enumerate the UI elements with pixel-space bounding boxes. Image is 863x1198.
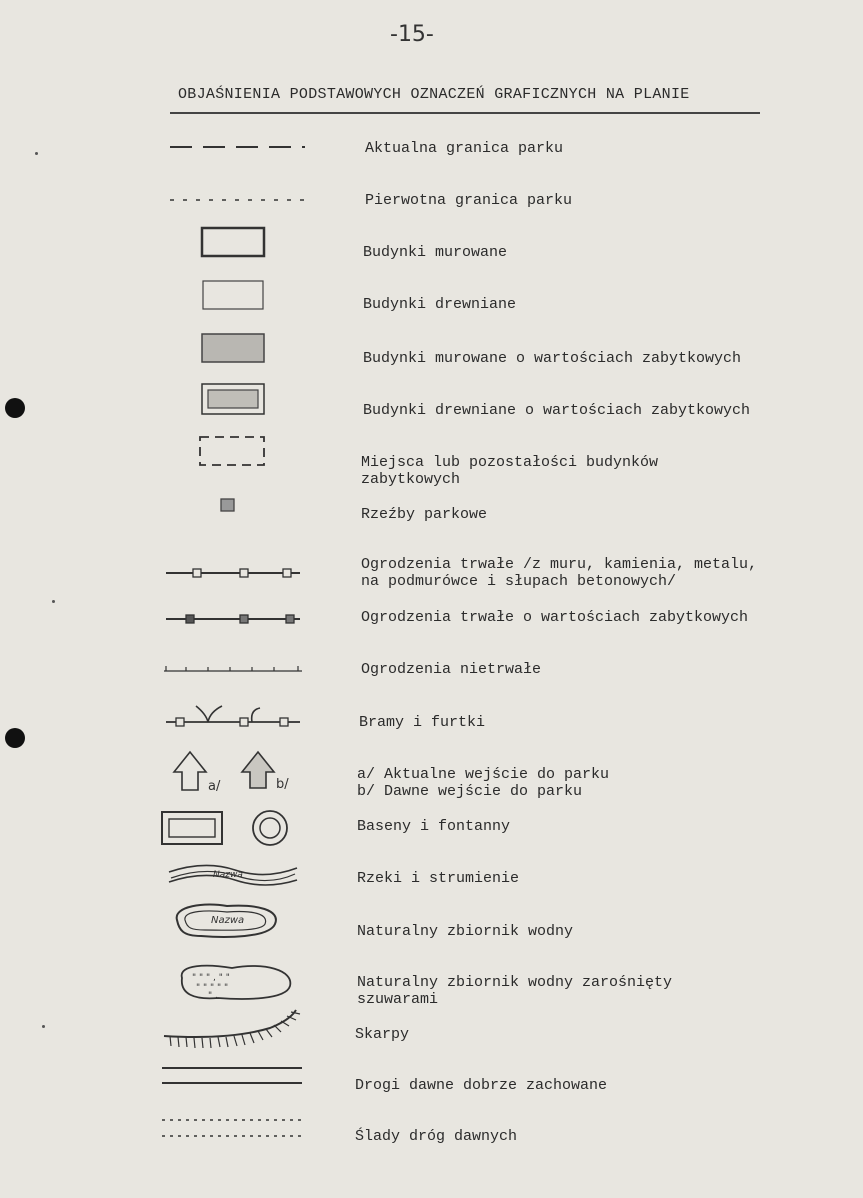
thick-rectangle-icon — [198, 224, 270, 260]
legend-label: Baseny i fontanny — [357, 818, 511, 835]
sculpture-square-icon — [218, 496, 240, 516]
entrance-mark-b: b/ — [276, 777, 289, 792]
legend-label: Ogrodzenia nietrwałe — [361, 661, 542, 678]
river-name-text: Nazwa — [213, 870, 243, 880]
entrance-arrows-icon — [168, 748, 308, 800]
legend-label: Pierwotna granica parku — [365, 192, 573, 209]
legend-label: Skarpy — [355, 1026, 410, 1043]
legend-label: Naturalny zbiornik wodny — [357, 923, 574, 940]
double-line-icon — [158, 1064, 306, 1088]
legend-label: Aktualna granica parku — [365, 140, 564, 157]
title-underline — [170, 112, 760, 114]
legend-label: Budynki drewniane o wartościach zabytkowych — [363, 402, 751, 419]
paper-speck — [42, 1025, 45, 1028]
fence-ticks-icon — [162, 660, 304, 676]
legend-label-continued: na podmurówce i słupach betonowych/ — [361, 573, 677, 590]
paper-speck — [52, 600, 55, 603]
river-icon — [165, 858, 300, 892]
legend-label: Rzeźby parkowe — [361, 506, 488, 523]
legend-label: Naturalny zbiornik wodny zarośnięty — [357, 974, 673, 991]
legend-label: Rzeki i strumienie — [357, 870, 520, 887]
legend-label: Budynki murowane o wartościach zabytkowych — [363, 350, 742, 367]
legend-label: Drogi dawne dobrze zachowane — [355, 1077, 608, 1094]
legend-label-continued: szuwarami — [357, 991, 439, 1008]
page-number: -15- — [390, 22, 434, 47]
entrance-mark-a: a/ — [208, 779, 221, 794]
svg-text:" " " " ": " " " " " — [196, 983, 229, 993]
thin-rectangle-icon — [199, 278, 269, 312]
punch-hole — [5, 728, 25, 748]
paper-speck — [35, 152, 38, 155]
dashed-line-icon — [165, 140, 310, 154]
legend-label-continued: b/ Dawne wejście do parku — [357, 783, 583, 800]
pond-icon — [165, 898, 285, 944]
legend-label: a/ Aktualne wejście do parku — [357, 766, 610, 783]
legend-label-continued: zabytkowych — [361, 471, 461, 488]
dashed-rectangle-icon — [195, 432, 271, 472]
shaded-rectangle-icon — [198, 330, 270, 366]
double-dotted-line-icon — [158, 1114, 306, 1142]
legend-label: Budynki drewniane — [363, 296, 517, 313]
legend-label: Ogrodzenia trwałe /z muru, kamienia, metalu, — [361, 556, 758, 573]
punch-hole — [5, 398, 25, 418]
fence-open-posts-icon — [162, 562, 304, 584]
escarpment-icon — [160, 1006, 305, 1056]
legend-label: Bramy i furtki — [359, 714, 486, 731]
svg-text:" ,: " , — [208, 991, 218, 1001]
legend-label: Ogrodzenia trwałe o wartościach zabytkowych — [361, 609, 749, 626]
pool-fountain-icon — [158, 808, 298, 850]
legend-label: Miejsca lub pozostałości budynków — [361, 454, 659, 471]
legend-label: Ślady dróg dawnych — [355, 1128, 518, 1145]
page-title: OBJAŚNIENIA PODSTAWOWYCH OZNACZEŃ GRAFICZNYCH NA PLANIE — [178, 86, 690, 103]
svg-text:" " " , " ": " " " , " " — [192, 973, 230, 983]
dotted-line-icon — [165, 194, 315, 206]
fence-filled-posts-icon — [162, 608, 304, 630]
gate-icon — [162, 700, 304, 734]
pond-name-text: Nazwa — [211, 915, 245, 926]
double-rectangle-icon — [198, 380, 270, 418]
legend-label: Budynki murowane — [363, 244, 508, 261]
reedy-pond-icon — [168, 958, 298, 1008]
